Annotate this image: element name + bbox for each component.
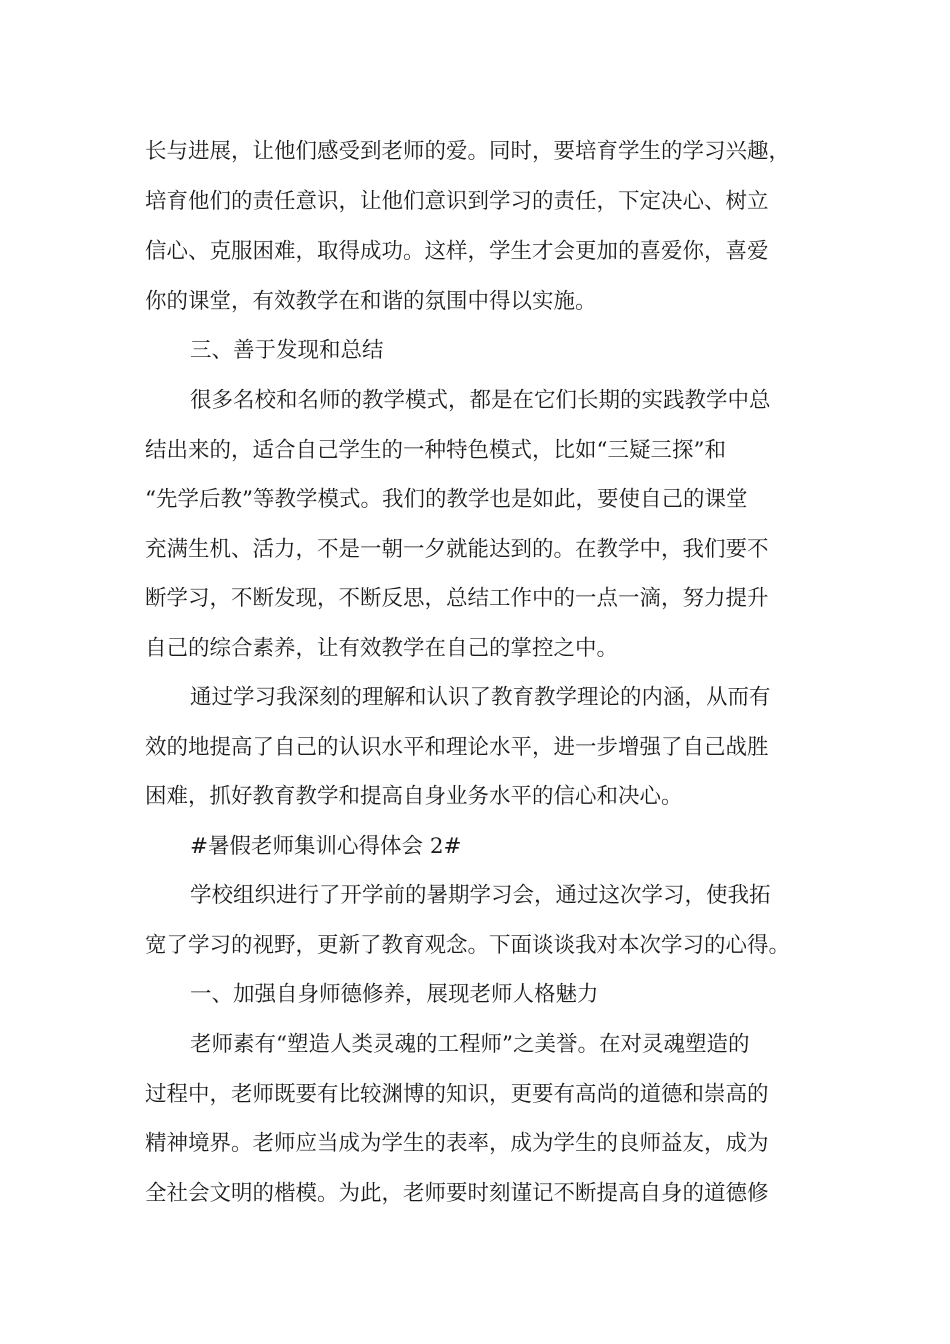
text-line: 长与进展，让他们感受到老师的爱。同时，要培育学生的学习兴趣，: [145, 139, 791, 164]
text-line: 精神境界。老师应当成为学生的表率，成为学生的良师益友，成为: [145, 1131, 769, 1156]
text-line: 信心、克服困难，取得成功。这样，学生才会更加的喜爱你，喜爱: [145, 239, 769, 264]
text-line: 很多名校和名师的教学模式，都是在它们长期的实践教学中总: [190, 388, 771, 413]
section-heading: 三、善于发现和总结: [190, 338, 384, 363]
text-line: 你的课堂，有效教学在和谐的氛围中得以实施。: [145, 289, 597, 314]
text-line: 困难，抓好教育教学和提高自身业务水平的信心和决心。: [145, 784, 683, 809]
section-heading: #暑假老师集训心得体会 2#: [190, 834, 462, 859]
text-line: 结出来的，适合自己学生的一种特色模式，比如“三疑三探”和: [145, 438, 726, 463]
text-line: 宽了学习的视野，更新了教育观念。下面谈谈我对本次学习的心得。: [145, 933, 791, 958]
section-heading: 一、加强自身师德修养，展现老师人格魅力: [190, 982, 599, 1007]
text-line: 过程中，老师既要有比较渊博的知识，更要有高尚的道德和崇高的: [145, 1082, 769, 1107]
text-line: 老师素有“塑造人类灵魂的工程师”之美誉。在对灵魂塑造的: [190, 1032, 750, 1057]
text-line: 学校组织进行了开学前的暑期学习会，通过这次学习，使我拓: [190, 883, 771, 908]
text-line: 全社会文明的楷模。为此，老师要时刻谨记不断提高自身的道德修: [145, 1181, 769, 1206]
text-line: 断学习，不断发现，不断反思，总结工作中的一点一滴，努力提升: [145, 586, 769, 611]
text-line: 充满生机、活力，不是一朝一夕就能达到的。在教学中，我们要不: [145, 537, 769, 562]
text-line: 效的地提高了自己的认识水平和理论水平，进一步增强了自己战胜: [145, 735, 769, 760]
text-line: 通过学习我深刻的理解和认识了教育教学理论的内涵，从而有: [190, 685, 771, 710]
text-line: 自己的综合素养，让有效教学在自己的掌控之中。: [145, 636, 619, 661]
text-line: “先学后教”等教学模式。我们的教学也是如此，要使自己的课堂: [145, 487, 748, 512]
text-line: 培育他们的责任意识，让他们意识到学习的责任，下定决心、树立: [145, 189, 769, 214]
